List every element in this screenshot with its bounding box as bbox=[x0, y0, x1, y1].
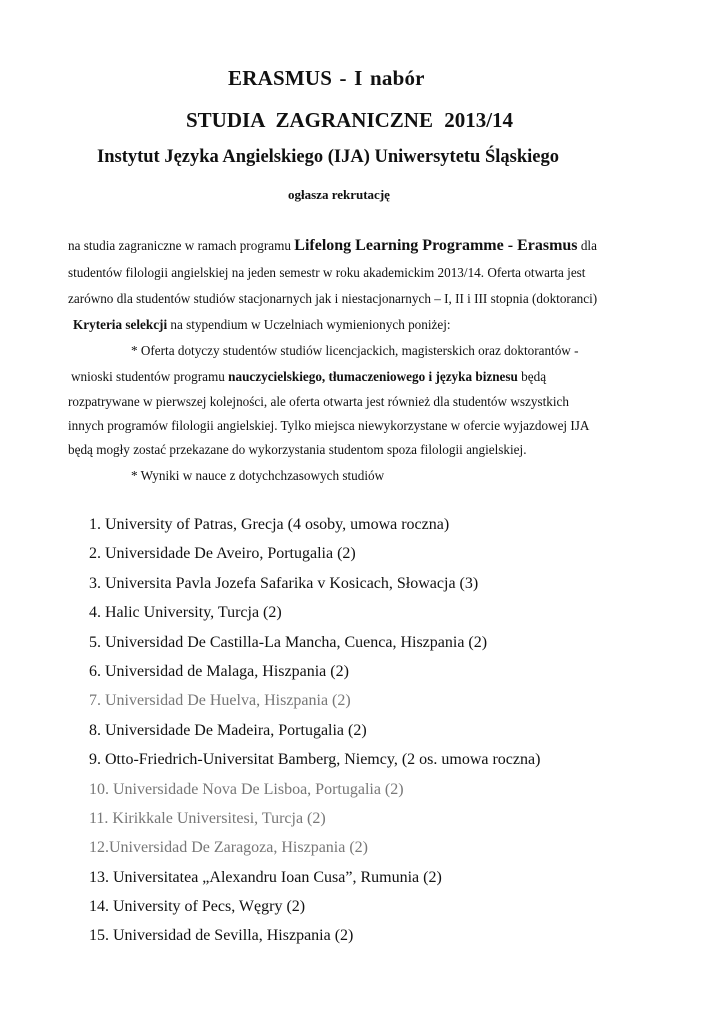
list-item: 1. University of Patras, Grecja (4 osoby, umowa roczna) bbox=[89, 516, 450, 533]
institute-name: Instytut Języka Angielskiego (IJA) Uniwersytetu Śląskiego bbox=[97, 147, 559, 167]
list-item: 15. Universidad de Sevilla, Hiszpania (2) bbox=[89, 927, 354, 945]
list-item: 5. Universidad De Castilla-La Mancha, Cuenca, Hiszpania (2) bbox=[89, 633, 488, 651]
intro-text: na studia zagraniczne w ramach programu bbox=[68, 238, 295, 253]
criterion-1: * Oferta dotyczy studentów studiów licencjackich, magisterskich oraz doktorantów - bbox=[131, 343, 579, 358]
criterion-2: * Wyniki w nauce z dotychchzasowych studiów bbox=[131, 468, 385, 483]
list-item: 4. Halic University, Turcja (2) bbox=[89, 604, 282, 622]
programmes-highlight: nauczycielskiego, tłumaczeniowego i języka biznesu bbox=[228, 369, 518, 384]
intro-text: wnioski studentów programu bbox=[71, 369, 229, 384]
intro-line-2: studentów filologii angielskiej na jeden semestr w roku akademickim 2013/14. Oferta otwarta jest bbox=[68, 265, 586, 280]
university-list bbox=[89, 517, 540, 958]
criteria-label: Kryteria selekcji bbox=[73, 317, 168, 332]
intro-line-6 bbox=[71, 370, 546, 383]
criteria-line bbox=[73, 318, 451, 331]
list-item: 9. Otto-Friedrich-Universitat Bamberg, Niemcy, (2 os. umowa roczna) bbox=[89, 751, 541, 769]
intro-line-7: rozpatrywane w pierwszej kolejności, ale oferta otwarta jest również dla studentów wszystkich bbox=[68, 394, 569, 409]
programme-name: Lifelong Learning Programme - Erasmus bbox=[294, 237, 578, 254]
intro-line-3: zarówno dla studentów studiów stacjonarnych jak i niestacjonarnych – I, II i III stopnia (doktoranci) bbox=[68, 291, 598, 306]
list-item: 12.Universidad De Zaragoza, Hiszpania (2) bbox=[89, 839, 368, 857]
intro-text: dla bbox=[577, 238, 597, 253]
list-item: 11. Kirikkale Universitesi, Turcja (2) bbox=[89, 809, 326, 827]
intro-line-9: będą mogły zostać przekazane do wykorzystania studentom spoza filologii angielskiej. bbox=[68, 442, 527, 457]
intro-line-1 bbox=[68, 238, 597, 254]
criteria-text: na stypendium w Uczelniach wymienionych poniżej: bbox=[167, 317, 451, 332]
document-title: ERASMUS - I nabór bbox=[228, 66, 425, 90]
announcement-line: ogłasza rekrutację bbox=[288, 187, 390, 202]
intro-text: będą bbox=[517, 369, 547, 384]
list-item: 7. Universidad De Huelva, Hiszpania (2) bbox=[89, 692, 351, 710]
list-item: 8. Universidade De Madeira, Portugalia (2) bbox=[89, 721, 367, 739]
list-item: 14. University of Pecs, Węgry (2) bbox=[89, 898, 306, 916]
list-item: 10. Universidade Nova De Lisboa, Portugalia (2) bbox=[89, 780, 404, 798]
document-subtitle: STUDIA ZAGRANICZNE 2013/14 bbox=[186, 108, 514, 132]
list-item: 3. Universita Pavla Jozefa Safarika v Kosicach, Słowacja (3) bbox=[89, 574, 479, 592]
intro-line-8: innych programów filologii angielskiej. Tylko miejsca niewykorzystane w ofercie wyjazdowej IJA bbox=[68, 418, 590, 433]
list-item: 13. Universitatea „Alexandru Ioan Cusa”, Rumunia (2) bbox=[89, 868, 442, 886]
list-item: 6. Universidad de Malaga, Hiszpania (2) bbox=[89, 662, 349, 680]
list-item: 2. Universidade De Aveiro, Portugalia (2) bbox=[89, 545, 356, 563]
